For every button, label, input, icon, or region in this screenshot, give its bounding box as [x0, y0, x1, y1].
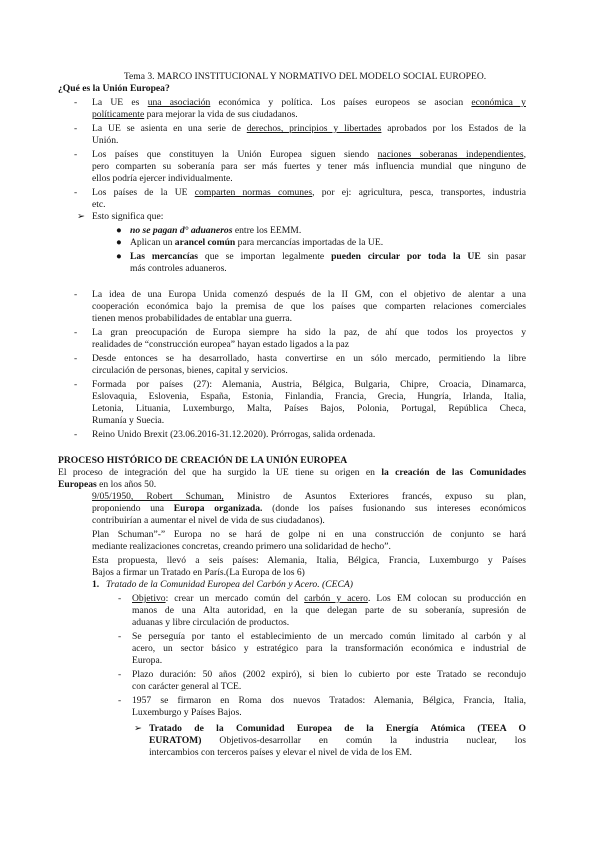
paragraph-line: circulación de personas, bienes, capital y servicios.	[92, 365, 288, 376]
paragraph-line: más controles aduaneros.	[130, 263, 227, 274]
dash-bullet: -	[74, 379, 78, 390]
paragraph-line: proponiendo una Europa organizada. (donde los países fusionando sus intereses económicos	[92, 503, 526, 514]
paragraph-line: La gran preocupación de Europa siempre ha sido la paz, de ahí que todos los proyectos y	[92, 327, 526, 338]
paragraph-line: políticamente para mejorar la vida de sus ciudadanos.	[92, 109, 298, 120]
paragraph-line: Desde entonces se ha desarrollado, hasta convertirse en un sólo mercado, permitiendo la libre	[92, 353, 526, 364]
dash-bullet: -	[118, 669, 122, 680]
paragraph-line: contribuirían a aumentar el nivel de vida de sus ciudadanos).	[92, 515, 325, 526]
paragraph-line: Se perseguía por tanto el establecimiento de un mercado común limitado al carbón y al	[132, 631, 526, 642]
paragraph-line: Luxemburgo y Países Bajos.	[132, 707, 242, 718]
paragraph-line: Europeas en los años 50.	[58, 479, 157, 490]
paragraph-line: 1957 se firmaron en Roma dos nuevos Tratados: Alemania, Bélgica, Francia, Italia,	[132, 695, 526, 706]
paragraph-line: tienen menos probabilidades de entablar una guerra.	[92, 313, 293, 324]
paragraph-line: Esto significa que:	[92, 211, 164, 222]
paragraph-line: no se pagan d° aduaneros entre los EEMM.	[130, 225, 302, 236]
paragraph-line: Las mercancías que se importan legalmente pueden circular por toda la UE sin pasar	[130, 251, 526, 262]
arrow-bullet-icon: ➢	[77, 211, 86, 222]
paragraph-line: 9/05/1950, Robert Schuman, Ministro de Asuntos Exteriores francés, expuso su plan,	[92, 491, 526, 502]
paragraph-line: Unión.	[92, 135, 119, 146]
dash-bullet: -	[118, 593, 122, 604]
arrow-bullet-icon: ➢	[134, 723, 143, 734]
paragraph-line: Formada por países (27): Alemania, Austria, Bélgica, Bulgaria, Chipre, Croacia, Dinamarca,	[92, 379, 526, 390]
dash-bullet: -	[74, 327, 78, 338]
list-number: 1.	[92, 579, 100, 590]
paragraph-line: Eslovaquia, Eslovenia, España, Estonia, Finlandia, Francia, Grecia, Hungría, Irlanda, Italia,	[92, 391, 526, 402]
dash-bullet: -	[74, 149, 78, 160]
paragraph-line: Plan Schuman”-” Europa no se hará de golpe ni en una construcción de conjunto se hará	[92, 529, 526, 540]
paragraph-line: acero, un sector básico y estratégico para la transformación económica e industrial de	[132, 643, 526, 654]
paragraph-line: Rumanía y Suecia.	[92, 415, 165, 426]
paragraph-line: Los países de la UE comparten normas comunes, por ej: agricultura, pesca, transportes, industria	[92, 187, 526, 198]
paragraph-line: realidades de “construcción europea” hayan estado ligados a la paz	[92, 339, 350, 350]
paragraph-line: con carácter general al TCE.	[132, 681, 242, 692]
section-heading-history: PROCESO HISTÓRICO DE CREACIÓN DE LA UNIÓN EUROPEA	[58, 455, 348, 466]
paragraph-line: La UE se asienta en una serie de derechos, principios y libertades aprobados por los Estados de la	[92, 123, 526, 134]
section-heading-what-is-eu: ¿Qué es la Unión Europea?	[58, 83, 170, 94]
dash-bullet: -	[74, 353, 78, 364]
treaty-heading-ceca: Tratado de la Comunidad Europea del Carbón y Acero. (CECA)	[106, 579, 353, 590]
dash-bullet: -	[74, 123, 78, 134]
paragraph-line: EURATOM) Objetivos-desarrollar en común la industria nuclear, los	[149, 735, 526, 746]
dash-bullet: -	[74, 289, 78, 300]
paragraph-line: El proceso de integración del que ha surgido la UE tiene su origen en la creación de las Comunidades	[58, 467, 526, 478]
dash-bullet: -	[74, 429, 78, 440]
paragraph-line: Los países que constituyen la Unión Europea siguen siendo naciones soberanas independientes,	[92, 149, 526, 160]
paragraph-line: ellos podría ejercer individualmente.	[92, 173, 233, 184]
paragraph-line: manos de una Alta autoridad, en la que delegan parte de su soberanía, supresión de	[132, 605, 526, 616]
paragraph-line: Objetivo: crear un mercado común del carbón y acero. Los EM colocan su producción en	[132, 593, 526, 604]
round-bullet-icon: ●	[116, 225, 122, 236]
paragraph-line: Aplican un arancel común para mercancías importadas de la UE.	[130, 237, 384, 248]
dash-bullet: -	[74, 187, 78, 198]
paragraph-line: La idea de una Europa Unida comenzó después de la II GM, con el objetivo de alentar a una	[92, 289, 526, 300]
paragraph-line: mediante realizaciones concretas, creando primero una solidaridad de hecho”.	[92, 541, 391, 552]
dash-bullet: -	[118, 695, 122, 706]
dash-bullet: -	[118, 631, 122, 642]
paragraph-line: pero comparten su soberanía para ser más fuertes y tener más influencia mundial que ninguno de	[92, 161, 526, 172]
paragraph-line: La UE es una asociación económica y política. Los países europeos se asocian económica y	[92, 97, 526, 108]
dash-bullet: -	[74, 97, 78, 108]
paragraph-line: Reino Unido Brexit (23.06.2016-31.12.2020). Prórrogas, salida ordenada.	[92, 429, 376, 440]
page-title: Tema 3. MARCO INSTITUCIONAL Y NORMATIVO DEL MODELO SOCIAL EUROPEO.	[123, 71, 487, 82]
paragraph-line: intercambios con terceros países y elevar el nivel de vida de los EM.	[149, 747, 412, 758]
round-bullet-icon: ●	[116, 237, 122, 248]
paragraph-line: Esta propuesta, llevó a seis países: Alemania, Italia, Bélgica, Francia, Luxemburgo y Países	[92, 555, 526, 566]
paragraph-line: cooperación económica bajo la premisa de que los países que comparten relaciones comerciales	[92, 301, 526, 312]
paragraph-line: etc.	[92, 199, 106, 210]
paragraph-line: Plazo duración: 50 años (2002 expiró), si bien lo cubierto por este Tratado se recondujo	[132, 669, 526, 680]
paragraph-line: Bajos a firmar un Tratado en París.(La Europa de los 6)	[92, 567, 305, 578]
round-bullet-icon: ●	[116, 251, 122, 262]
paragraph-line: aduanas y libre circulación de productos.	[132, 617, 290, 628]
paragraph-line: Letonia, Lituania, Luxemburgo, Malta, Países Bajos, Polonia, Portugal, República Checa,	[92, 403, 526, 414]
paragraph-line: Europa.	[132, 655, 163, 666]
treaty-heading-euratom: Tratado de la Comunidad Europea de la Energía Atómica (TEEA O	[149, 723, 526, 734]
